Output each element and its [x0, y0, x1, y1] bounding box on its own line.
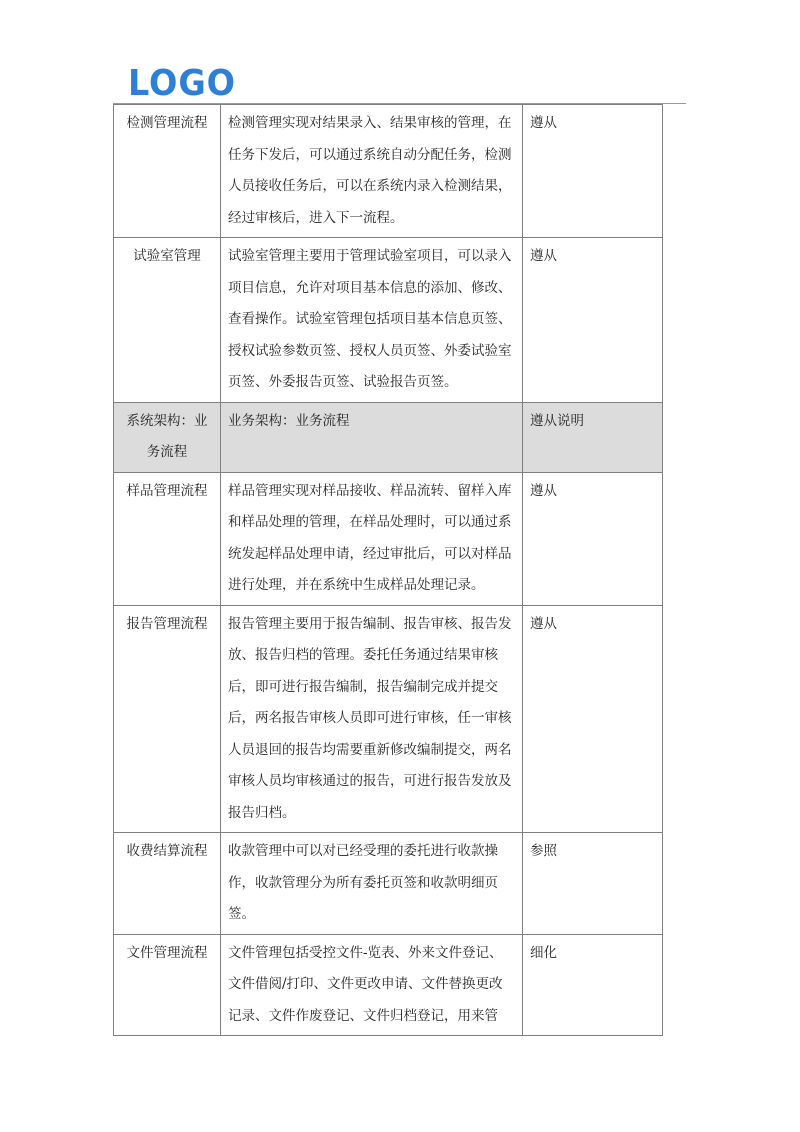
description-cell: 样品管理实现对样品接收、样品流转、留样入库和样品处理的管理，在样品处理时，可以通过系统发起样品处理申请，经过审批后，可以对样品进行处理，并在系统中生成样品处理记录。 [221, 472, 523, 605]
compliance-cell: 遵从 [523, 605, 663, 833]
table-row [114, 105, 663, 238]
compliance-cell: 遵从 [523, 472, 663, 605]
process-cell: 检测管理流程 [114, 105, 221, 238]
description-cell: 试验室管理主要用于管理试验室项目，可以录入项目信息，允许对项目基本信息的添加、修改、查看操作。试验室管理包括项目基本信息页签、授权试验参数页签、授权人员页签、外委试验室页签、外委报告页签、试验报告页签。 [221, 238, 523, 403]
description-cell: 检测管理实现对结果录入、结果审核的管理，在任务下发后，可以通过系统自动分配任务，检测人员接收任务后，可以在系统内录入检测结果，经过审核后，进入下一流程。 [221, 105, 523, 238]
process-cell: 试验室管理 [114, 238, 221, 403]
spec-table [113, 104, 663, 1036]
description-cell: 报告管理主要用于报告编制、报告审核、报告发放、报告归档的管理。委托任务通过结果审核后，即可进行报告编制，报告编制完成并提交后，两名报告审核人员即可进行审核，任一审核人员退回的报告均需要重新修改编制提交，两名审核人员均审核通过的报告，可进行报告发放及报告归档。 [221, 605, 523, 833]
compliance-cell: 遵从 [523, 238, 663, 403]
table-row [114, 472, 663, 605]
logo-text: LOGO [128, 64, 236, 100]
section-header-process: 系统架构：业务流程 [114, 402, 221, 472]
process-cell: 样品管理流程 [114, 472, 221, 605]
process-cell: 报告管理流程 [114, 605, 221, 833]
process-cell: 收费结算流程 [114, 833, 221, 935]
description-cell: 收款管理中可以对已经受理的委托进行收款操作，收款管理分为所有委托页签和收款明细页签。 [221, 833, 523, 935]
table-row [114, 833, 663, 935]
compliance-cell: 遵从 [523, 105, 663, 238]
description-cell: 文件管理包括受控文件-览表、外来文件登记、文件借阅/打印、文件更改申请、文件替换更改记录、文件作废登记、文件归档登记，用来管 [221, 934, 523, 1036]
table-row [114, 605, 663, 833]
section-header-row [114, 402, 663, 472]
table-row [114, 934, 663, 1036]
compliance-cell: 参照 [523, 833, 663, 935]
section-header-compliance: 遵从说明 [523, 402, 663, 472]
logo [128, 64, 240, 100]
section-header-description: 业务架构：业务流程 [221, 402, 523, 472]
table-row [114, 238, 663, 403]
process-cell: 文件管理流程 [114, 934, 221, 1036]
compliance-cell: 细化 [523, 934, 663, 1036]
